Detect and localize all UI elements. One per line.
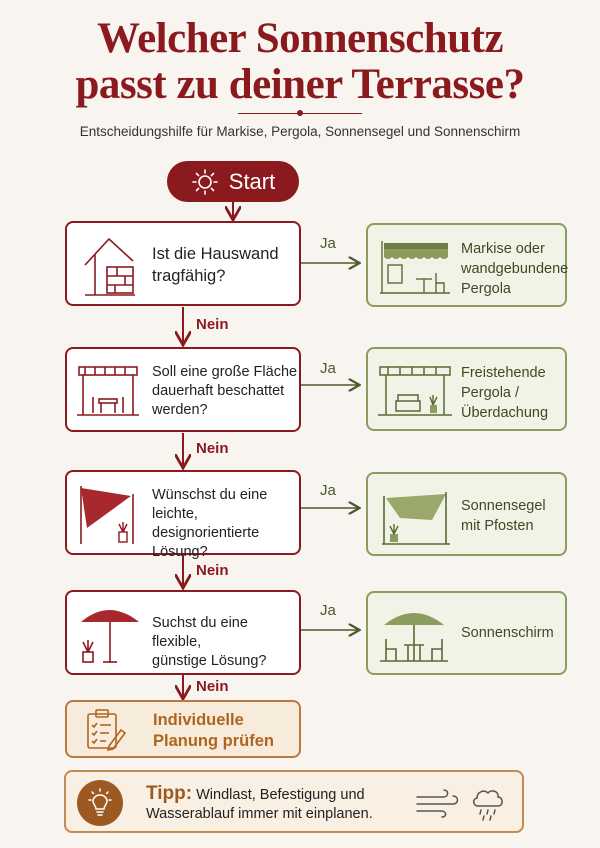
question-area-line2: dauerhaft beschattet	[152, 383, 285, 399]
tip-icon-circle	[77, 780, 123, 826]
subtitle: Entscheidungshilfe für Markise, Pergola, Sonnensegel und Sonnenschirm	[79, 124, 521, 139]
clipboard-icon	[83, 708, 127, 752]
title-divider-dot	[297, 110, 303, 116]
final-line1: Individuelle	[153, 711, 244, 729]
question-design	[65, 470, 301, 560]
pergola-icon	[75, 361, 141, 419]
yes-label-4: Ja	[320, 602, 336, 619]
freestanding-pergola-icon	[376, 361, 454, 419]
shade-sail-icon	[75, 480, 141, 546]
question-wall	[65, 221, 301, 306]
no-label-3: Nein	[196, 562, 229, 579]
answer-freestanding-line2: Pergola /	[461, 385, 520, 401]
question-design-line2: leichte, designorientierte	[152, 506, 260, 541]
tip-text-line2: Wasserablauf immer mit einplanen.	[146, 806, 373, 822]
question-area-line3: werden?	[152, 402, 208, 418]
tip-label: Tipp:	[146, 783, 193, 804]
yes-label-1: Ja	[320, 235, 336, 252]
answer-freestanding-line1: Freistehende	[461, 365, 546, 381]
house-wall-icon	[81, 231, 137, 297]
question-area	[65, 347, 301, 432]
question-area-line1: Soll eine große Fläche	[152, 364, 298, 380]
final-planning	[65, 700, 301, 758]
question-flexible-line1: Suchst du eine flexible,	[152, 615, 248, 650]
final-line2: Planung prüfen	[153, 732, 274, 750]
sail-posts-icon	[380, 484, 452, 546]
question-wall-line2: tragfähig?	[152, 267, 226, 285]
lightbulb-icon	[86, 788, 114, 818]
answer-parasol	[366, 591, 567, 675]
answer-awning-line2: wandgebundene	[461, 261, 569, 277]
answer-freestanding	[366, 347, 567, 431]
sun-icon	[191, 168, 219, 196]
answer-awning	[366, 223, 567, 307]
awning-icon	[378, 237, 452, 295]
yes-label-2: Ja	[320, 360, 336, 377]
question-design-line1: Wünschst du eine	[152, 487, 268, 503]
no-label-2: Nein	[196, 440, 229, 457]
tip-text-line1: Windlast, Befestigung und	[196, 787, 365, 803]
question-wall-line1: Ist die Hauswand	[152, 245, 279, 263]
answer-sail-line2: mit Pfosten	[461, 518, 534, 534]
yes-label-3: Ja	[320, 482, 336, 499]
answer-awning-line3: Pergola	[461, 281, 511, 297]
rain-cloud-icon	[469, 784, 507, 822]
page-title-line2: passt zu deiner Terrasse?	[75, 61, 525, 108]
tip-box	[64, 770, 524, 833]
answer-sail	[366, 472, 567, 556]
question-flexible-line2: günstige Lösung?	[152, 653, 267, 669]
no-label-4: Nein	[196, 678, 229, 695]
answer-freestanding-line3: Überdachung	[461, 405, 549, 421]
start-button	[167, 161, 299, 202]
page-title-line1: Welcher Sonnenschutz	[96, 15, 504, 62]
umbrella-icon	[77, 600, 143, 666]
answer-awning-line1: Markise oder	[461, 241, 545, 257]
parasol-icon	[376, 601, 452, 665]
answer-parasol-line1: Sonnenschirm	[461, 625, 554, 641]
wind-icon	[415, 788, 461, 818]
start-label: Start	[228, 168, 276, 194]
question-design-line3: Lösung?	[152, 544, 208, 560]
no-label-1: Nein	[196, 316, 229, 333]
question-flexible	[65, 590, 301, 675]
answer-sail-line1: Sonnensegel	[461, 498, 546, 514]
